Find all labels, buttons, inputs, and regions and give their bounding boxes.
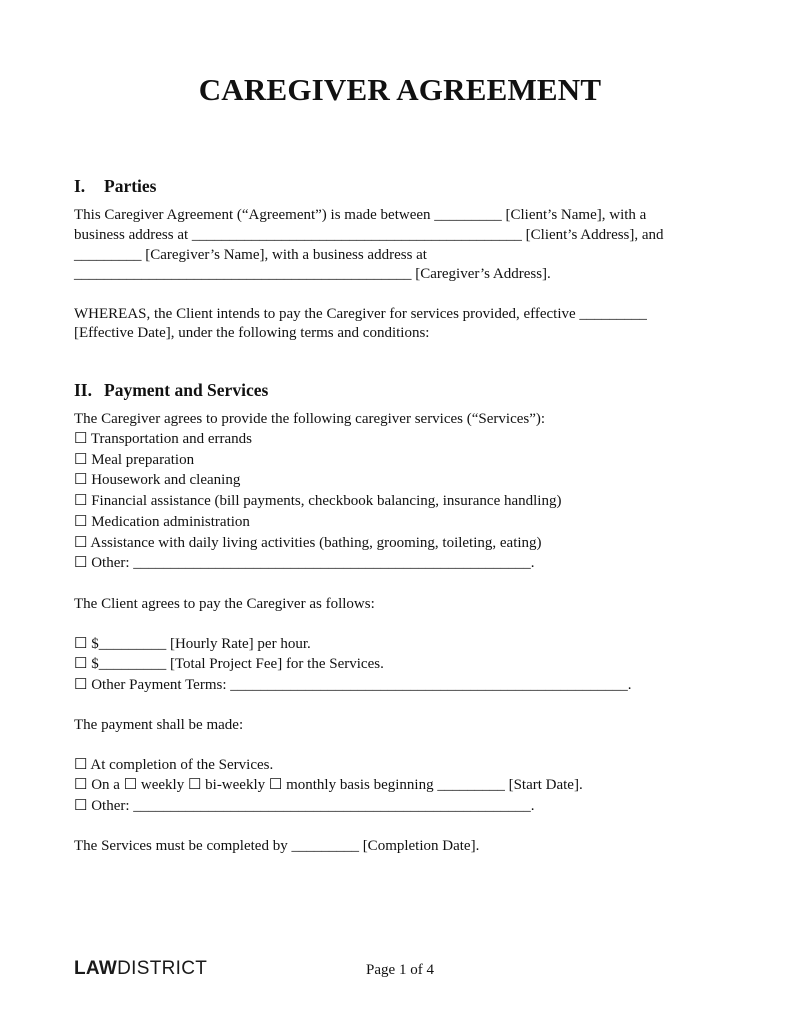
service-option: ☐ Meal preparation <box>74 452 195 468</box>
payment-option: ☐ $_________ [Hourly Rate] per hour. <box>74 636 311 652</box>
payment-option: ☐ Other Payment Terms: _____________________________________________________. <box>74 677 632 693</box>
whereas-line-1: WHEREAS, the Client intends to pay the Caregiver for services provided, effective _________ <box>74 306 647 322</box>
parties-line-4: _____________________________________________ [Caregiver’s Address]. <box>74 266 551 282</box>
payment-option: ☐ $_________ [Total Project Fee] for the Services. <box>74 656 384 672</box>
section-title: Payment and Services <box>104 380 269 400</box>
document-title: CAREGIVER AGREEMENT <box>198 72 602 107</box>
section-number: I. <box>74 176 86 196</box>
logo-district: DISTRICT <box>117 958 208 979</box>
payment-timing-option: ☐ At completion of the Services. <box>74 757 274 773</box>
payment-timing-option: ☐ Other: _____________________________________________________. <box>74 798 535 814</box>
logo-law: LAW <box>74 958 118 979</box>
service-option: ☐ Housework and cleaning <box>74 472 241 488</box>
whereas-line-2: [Effective Date], under the following terms and conditions: <box>74 325 430 341</box>
service-option: ☐ Medication administration <box>74 514 250 530</box>
section-title: Parties <box>104 176 157 196</box>
payment-intro: The Client agrees to pay the Caregiver as follows: <box>74 596 375 612</box>
parties-line-2: business address at ____________________________________________ [Client’s Address], and <box>74 227 664 243</box>
parties-line-1: This Caregiver Agreement (“Agreement”) is made between _________ [Client’s Name], with a <box>74 207 647 223</box>
section-heading-payment <box>74 380 268 401</box>
page-number: Page 1 of 4 <box>366 962 434 978</box>
section-number: II. <box>74 380 92 400</box>
service-option: ☐ Financial assistance (bill payments, checkbook balancing, insurance handling) <box>74 493 562 509</box>
payment-timing-option: ☐ On a ☐ weekly ☐ bi-weekly ☐ monthly basis beginning _________ [Start Date]. <box>74 777 583 793</box>
parties-line-3: _________ [Caregiver’s Name], with a business address at <box>74 247 427 263</box>
services-intro: The Caregiver agrees to provide the following caregiver services (“Services”): <box>74 411 546 427</box>
payment-made-intro: The payment shall be made: <box>74 717 244 733</box>
service-option: ☐ Other: _____________________________________________________. <box>74 555 535 571</box>
service-option: ☐ Assistance with daily living activities (bathing, grooming, toileting, eating) <box>74 535 542 551</box>
completion-date-line: The Services must be completed by _________ [Completion Date]. <box>74 838 480 854</box>
section-heading-parties <box>74 176 156 197</box>
service-option: ☐ Transportation and errands <box>74 431 253 447</box>
